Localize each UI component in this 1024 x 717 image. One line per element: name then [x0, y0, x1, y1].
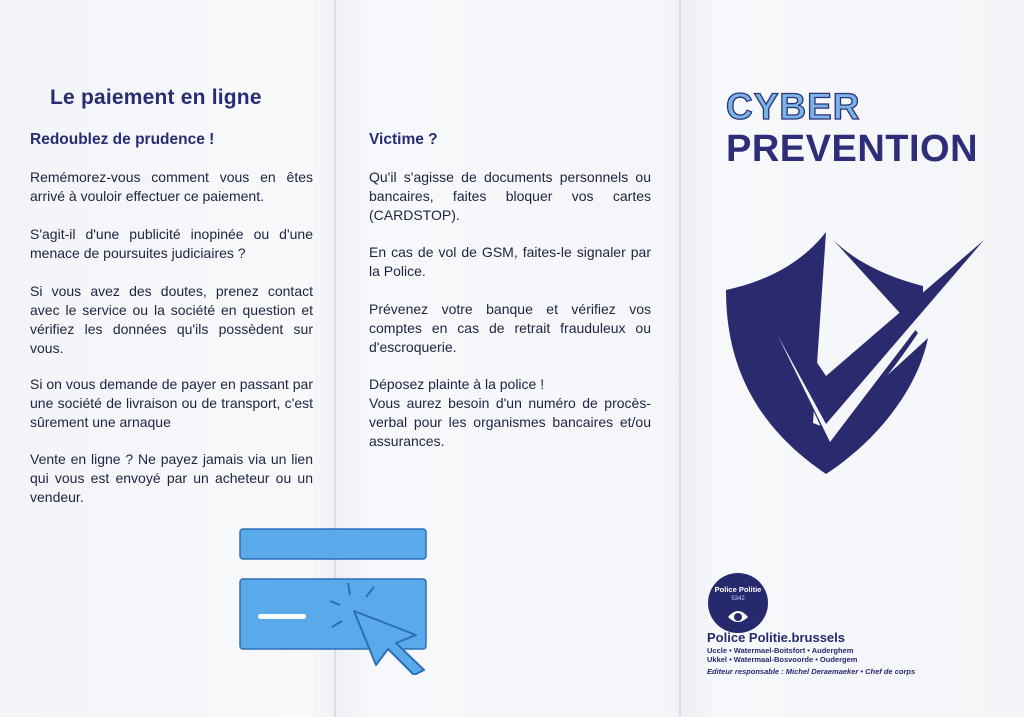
logo-circle-line2: 5342: [731, 596, 745, 602]
victim-paragraph-5: Vous aurez besoin d'un numéro de procès-verbal pour les organismes bancaires et/ou assurances.: [369, 395, 651, 449]
subtitle-prudence: Redoublez de prudence !: [30, 131, 215, 148]
cover-title-prevention: PREVENTION: [726, 128, 979, 170]
subtitle-victim: Victime ?: [369, 131, 438, 148]
logo-communes-nl: Ukkel • Watermaal-Bosvoorde • Oudergem: [707, 655, 858, 664]
logo-name: Police Politie.brussels: [707, 630, 845, 645]
paragraph-5: Vente en ligne ? Ne payez jamais via un lien qui vous est envoyé par un acheteur ou un vendeur.: [30, 451, 313, 505]
cover-title-cyber: CYBER: [726, 86, 861, 127]
paragraph-1: Remémorez-vous comment vous en êtes arrivé à vouloir effectuer ce paiement.: [30, 169, 313, 204]
police-logo-icon: [708, 573, 768, 633]
editor-responsible: Editeur responsable : Michel Deraemaeker • Chef de corps: [707, 667, 916, 676]
fold-line-2: [679, 0, 681, 717]
paragraph-2: S'agit-il d'une publicité inopinée ou d'une menace de poursuites judiciaires ?: [30, 226, 313, 261]
paragraph-4: Si on vous demande de payer en passant par une société de livraison ou de transport, c'est sûrement une arnaque: [30, 376, 313, 430]
victim-paragraph-1: Qu'il s'agisse de documents personnels ou bancaires, faites bloquer vos cartes (CARDSTOP).: [369, 169, 651, 223]
logo-circle-line1: Police Politie: [714, 585, 762, 594]
victim-paragraph-3: Prévenez votre banque et vérifiez vos comptes en cas de retrait frauduleux ou d'escroquerie.: [369, 301, 651, 355]
page-title: Le paiement en ligne: [50, 86, 262, 109]
logo-communes-fr: Uccle • Watermael-Boitsfort • Auderghem: [707, 646, 854, 655]
panel-victim: [338, 0, 678, 717]
victim-paragraph-2: En cas de vol de GSM, faites-le signaler par la Police.: [369, 244, 651, 279]
paragraph-3: Si vous avez des doutes, prenez contact avec le service ou la société en question et vérifiez les données qu'ils possèdent sur vous.: [30, 283, 313, 356]
shield-check-icon: [718, 228, 988, 478]
victim-paragraph-4: Déposez plainte à la police !: [369, 376, 545, 392]
